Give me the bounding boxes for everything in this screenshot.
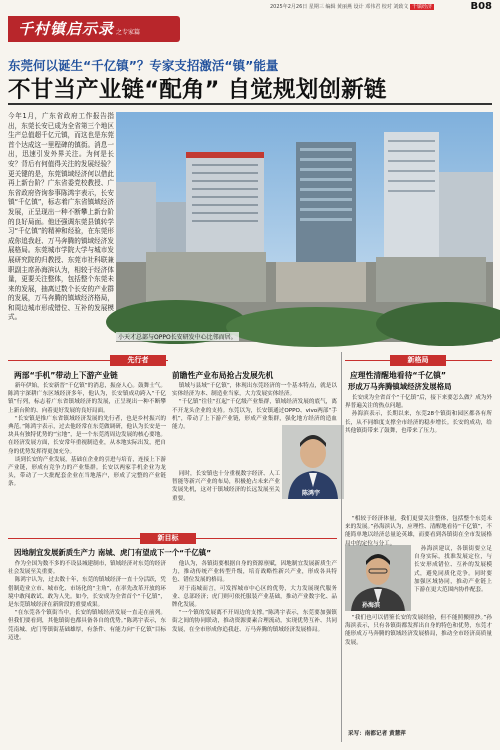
section-banner <box>8 16 180 42</box>
middle-bottom-col-a <box>8 560 166 742</box>
section-tag-middle: 新目标 <box>140 533 196 544</box>
right-body-bottom <box>345 614 492 726</box>
middle-paragraph: “千亿镇”往往“扛起”千亿级产业集群，镇域经济发展的底气，离不开龙头企业的支持。东莞以为，长安镇通过OPPO、vivo两部“手机”，带动了上下游产业链，形成产业集群，强化地方经济的造血能力。 <box>172 399 337 431</box>
middle-bottom-heading: 因地制宜发展新质生产力 南城、虎门有望成下一个“千亿镇” <box>14 548 212 557</box>
middle-bottom-paragraph: 陈鸿宇认为，过去数十年，东莞的镇域经济一直十分活跃，凭借制造业立市、城市化、市场化的“主角”，在率先改革开放的环境中敢闯敢试、敢为人先。如今，长安成为全省首个“千亿镇”，是东莞镇域经济在新阶段的重要成果。 <box>8 577 166 609</box>
left-paragraph: 谈到长安的产业发展，基础在企业的引进与培育，连接上下游产业链，形成有竞争力的产业集群。长安以两家手机企业为龙头，带动了一大批配套企业在当地落户，形成了完整的产业链条。 <box>8 456 166 488</box>
headline: 不甘当产业链“配角” 自觉规划创新链 <box>8 77 387 103</box>
banner-section: 之专家篇 <box>116 29 141 36</box>
right-body-mid <box>345 515 492 547</box>
portrait-name-sun: 孙海滨 <box>362 602 381 609</box>
subtitle: 东莞何以诞生“千亿镇”？专家支招激活“镇”能量 <box>8 58 279 73</box>
middle-heading: 前瞻性产业布局抢占发展先机 <box>172 371 274 380</box>
middle-bottom-col-b <box>172 560 337 742</box>
left-paragraph: “长安镇是推广东省镇域经济发展的先行者，也是乡村振兴的典范。”陈鸿宇表示，过去他经常在东莞做调研，他认为长安是一块具有独特优势的“宝地”，是一个东莞湾周边发展的核心要地。在经济发展方面，长安常年重视制造业，从本地实际出发，把自身的优势发挥得更加充分。 <box>8 415 166 455</box>
portrait-name-chen: 陈鸿宇 <box>302 490 321 497</box>
headline-rule <box>8 103 492 105</box>
dateline-text: 2025年2月26日 星期三 编辑 黄丽燕 设计 邓伟君 校对 刘致文 <box>270 4 409 10</box>
dateline-tag: 千镇经济 <box>412 4 433 10</box>
right-paragraph: “我们也可以借鉴长安的发展经验，但不能照搬照抄。”孙海滨表示，只有各镇街都发挥出自身的特色和优势，东莞才能形成万马奔腾的镇域经济发展格局，推动全市经济高质量发展。 <box>345 615 492 646</box>
page-number: B08 <box>470 1 492 12</box>
middle-bottom-paragraph: 对于南城而言，可发挥城市中心区的优势，大力发展现代服务业、总部经济；虎门则可依托服装产业基础，推动产业数字化、品牌化发展。 <box>172 585 337 609</box>
left-body <box>8 382 166 522</box>
middle-paragraph: 同时，长安镇也十分重视数字经济、人工智能等新兴产业的布局，积极抢占未来产业发展先机，这对于镇域经济的长远发展至关重要。 <box>172 471 280 502</box>
city-photo <box>116 112 493 342</box>
right-body-beside <box>414 545 492 611</box>
middle-bottom-paragraph: 他认为，各镇街要根据自身的资源禀赋，因地制宜发展新质生产力，推动传统产业转型升级，培育战略性新兴产业，形成各具特色、错位发展的格局。 <box>172 561 337 584</box>
right-heading-line1: 应理性清醒地看待“千亿镇” <box>350 371 447 380</box>
page-header <box>0 0 500 14</box>
skyline-illustration <box>116 112 493 342</box>
right-paragraph: 孙海滨表示，长期以来，东莞28个镇街和园区都各有所长，从不同维度支撑全市经济的稳步增长。长安的成功，给其他镇街带来了鼓舞，也带来了压力。 <box>345 411 492 434</box>
middle-top-body-2 <box>172 470 280 528</box>
section-tag-left: 先行者 <box>110 355 166 366</box>
dateline <box>270 3 434 10</box>
right-paragraph: “相较于经济体量，我们更要关注整体，包括整个东莞未来的发展。”孙海滨认为，应理性、清醒地看待“千亿镇”，不能简单地以经济总量论英雄，而要看到各镇街在全市发展格局中的定位与分工。 <box>345 516 492 547</box>
middle-bottom-paragraph: 作为全国为数不多的不设县城建制市，镇域经济对东莞的经济社会发展至关重要。 <box>8 561 166 576</box>
left-heading: 两部“手机”带动上下游产业链 <box>14 371 118 380</box>
left-paragraph: 新年伊始，长安新晋“千亿镇”的消息，振奋人心。鼓舞士气。陈鸿宇深耕广东区域经济多年，他认为，长安镇成功跨入“千亿镇”行列，标志着广东省镇域经济的发展，正呈现出一种不断攀上新台阶的、向着更好发展的良好局面。 <box>8 383 166 414</box>
photo-caption: 小天才总部与OPPO长安研发中心比邻而居。 <box>118 334 237 341</box>
right-paragraph: 孙海滨建议，各镇街要立足自身实际，找准发展定位，与长安形成错位、互补的发展模式，避免同质化竞争。同时要加强区域协同，推动产业链上下游在更大范围内协作配套。 <box>414 546 492 594</box>
column-divider <box>341 352 342 742</box>
byline: 采写：南都记者 黄慧萍 <box>348 731 406 737</box>
right-body-top <box>345 394 492 514</box>
middle-bottom-paragraph: “一个镇的发展离不开周边的支撑。”陈鸿宇表示，东莞要加强镇街之间的协同联动，推动资源要素合理流动，实现优势互补、共同发展，在全市形成你追我赶、万马奔腾的镇域经济发展格局。 <box>172 610 337 633</box>
middle-paragraph: 镇域与县域“千亿镇”，体现出东莞经济的一个基本特点，就是以实体经济为本、制造业当家，大力发展实体经济。 <box>172 383 337 398</box>
middle-bottom-paragraph: “在东莞各个镇街当中，长安的镇域经济发展一直走在前列。但我们要看到，其他镇街也都具备各自的优势。”陈鸿宇表示，东莞南城、虎门等镇街基础雄厚，有条件、有能力向“千亿镇”目标迈进。 <box>8 610 166 641</box>
right-paragraph: 长安成为全省首个“千亿镇”后，接下来要怎么做？成为外界普遍关注的热点问题。 <box>345 395 492 410</box>
right-heading-line2: 形成万马奔腾镇域经济发展格局 <box>348 382 452 391</box>
banner-title: 千村镇启示录 <box>18 20 115 38</box>
lead-paragraph: 今年1月，广东省政府工作报告指出，东莞长安已成为全省第三个地区生产总值超千亿元镇，而这也是东莞首个达成这一里程碑的镇街。消息一出，迅速引发外界关注。为何是长安？背后有何值得关注的发展经验？更关键的是，东莞镇域经济何以借此再上新台阶？广东省委党校教授、广东省政府咨询参事陈鸿宇表示，长安镇“千亿镇”，标志着广东省镇域经济发展，正呈现出一种不断攀上新台阶的良好局面。他还强调东莞县镇转学习“千亿镇”的精神和经验，在东莞形成你追我赶、万马奔腾的镇域经济发展格局。东莞城市学院大学与城市发展研究院的归教授、东莞市社科联兼职副主席孙海滨认为，相较于经济体量，更要关注整体，包括整个东莞未来的发展，抽离过数个长安的产业群的发展，万马奔腾的镇域经济格局，和周边城市形成错位、互补的发展模式。 <box>8 112 114 322</box>
section-tag-right: 新格局 <box>390 355 446 366</box>
